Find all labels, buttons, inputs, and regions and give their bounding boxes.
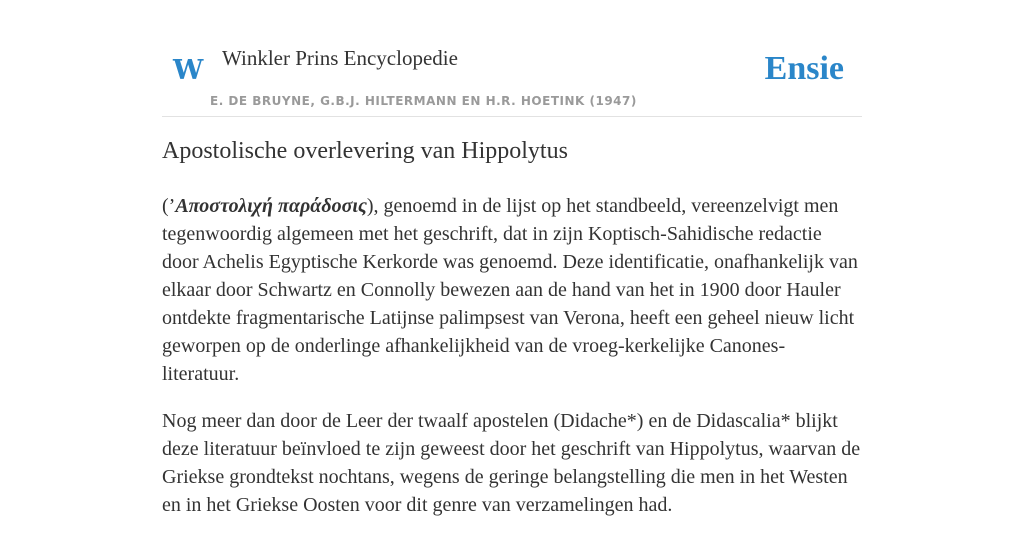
paragraph-1-open: (’ bbox=[162, 195, 176, 217]
article-title: Apostolische overlevering van Hippolytus bbox=[162, 138, 568, 164]
site-header bbox=[162, 38, 862, 117]
authors-line: E. DE BRUYNE, G.B.J. HILTERMANN EN H.R. HOETINK (1947) bbox=[210, 94, 637, 108]
paragraph-1-text: ), genoemd in de lijst op het standbeeld, vereenzelvigt men tegenwoordig algemeen met het geschrift, dat in zijn Koptisch-Sahidische redactie door Achelis Egyptische Kerkorde was genoemd. Deze identificatie, onafhankelijk van elkaar door Schwartz en Connolly bewezen aan de hand van het in 1900 door Hauler ontdekte fragmentarische Latijnse palimpsest van Verona, heeft een geheel nieuw licht geworpen op de onderlinge afhankelijkheid van de vroeg-kerkelijke Canones-literatuur. bbox=[162, 195, 858, 385]
ensie-logo[interactable]: Ensie bbox=[764, 50, 844, 87]
winkler-prins-logo[interactable]: W bbox=[173, 55, 204, 86]
article-body bbox=[162, 192, 862, 538]
paragraph-1 bbox=[162, 192, 862, 388]
paragraph-2: Nog meer dan door de Leer der twaalf apostelen (Didache*) en de Didascalia* blijkt deze literatuur beïnvloed te zijn geweest door het geschrift van Hippolytus, waarvan de Griekse grondtekst nochtans, wegens de geringe belangstelling die men in het Westen en in het Griekse Oosten voor dit genre van verzamelingen had. bbox=[162, 410, 861, 516]
encyclopedia-title[interactable]: Winkler Prins Encyclopedie bbox=[222, 46, 458, 70]
greek-title: Aποστολιχή παράδοσις bbox=[175, 195, 367, 217]
